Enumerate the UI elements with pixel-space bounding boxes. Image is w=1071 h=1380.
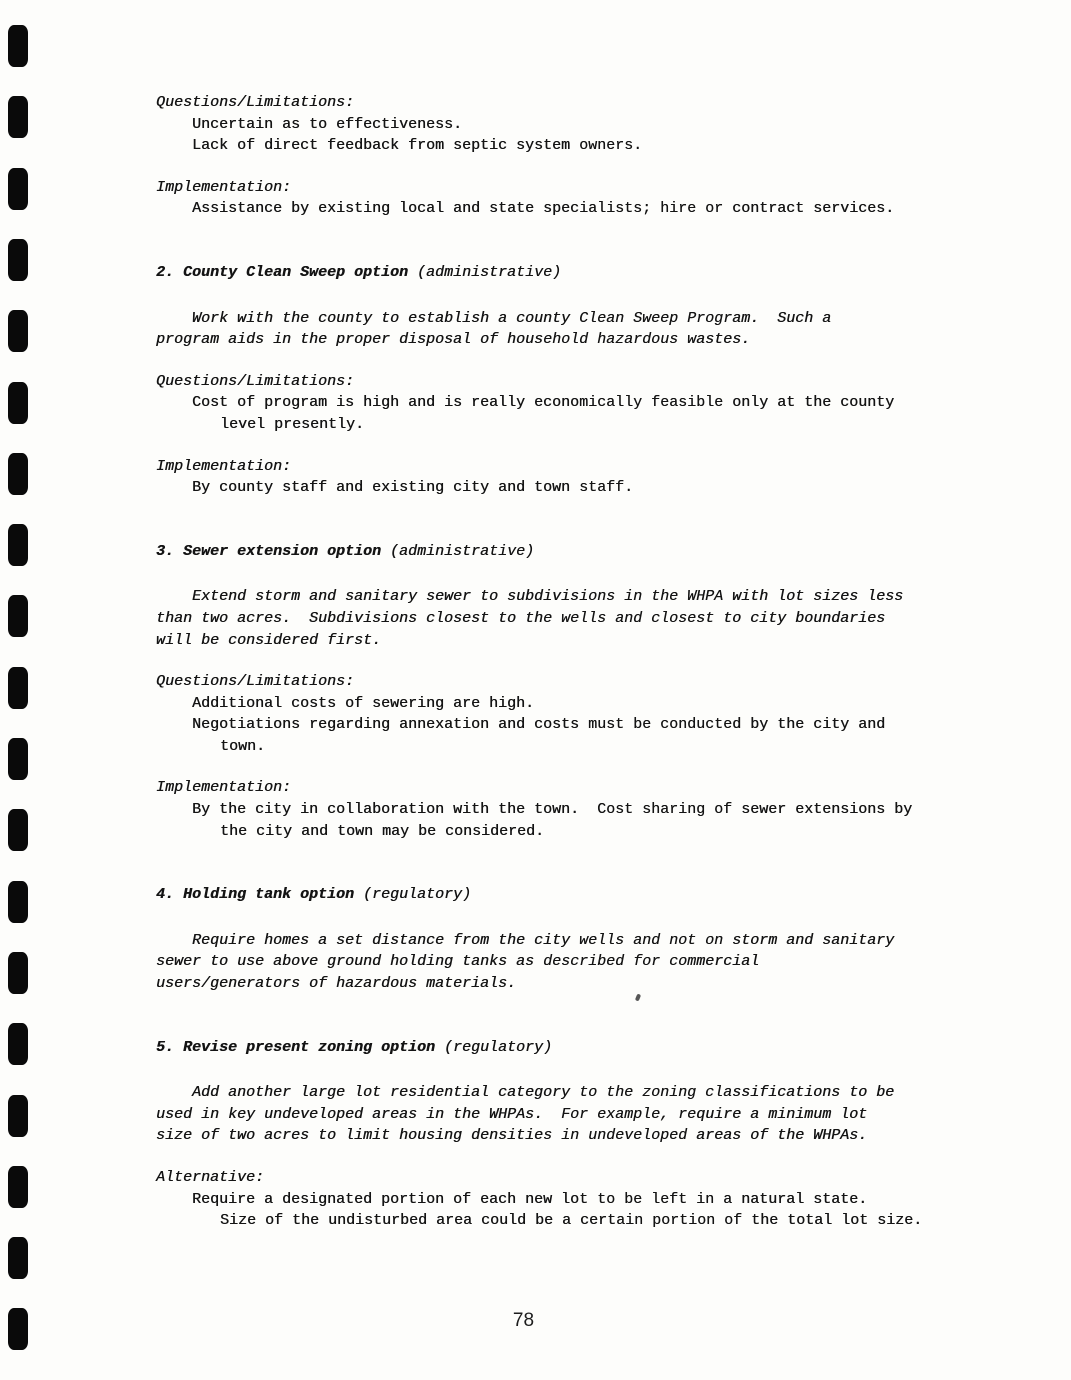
document-body	[156, 92, 956, 1232]
option-category: (regulatory)	[363, 886, 472, 904]
text-line: Require a designated portion of each new lot to be left in a natural state.	[192, 1190, 868, 1208]
text-line: Add another large lot residential category to the zoning classifications to be	[192, 1084, 895, 1102]
text-line: Extend storm and sanitary sewer to subdivisions in the WHPA with lot sizes less	[192, 588, 904, 606]
binding-hole	[8, 453, 28, 495]
text-line	[156, 1037, 956, 1059]
text-line: Questions/Limitations:	[156, 94, 355, 111]
text-line: Assistance by existing local and state specialists; hire or contract services.	[192, 200, 895, 218]
text-line	[156, 884, 956, 906]
option-title: 2. County Clean Sweep option	[156, 263, 418, 281]
text-line: Size of the undisturbed area could be a certain portion of the total lot size.	[220, 1212, 923, 1230]
option-heading	[156, 1037, 956, 1059]
binding-hole	[8, 310, 28, 352]
binding-hole	[8, 1166, 28, 1208]
binding-hole	[8, 524, 28, 566]
label-block	[156, 1167, 956, 1232]
text-line: Work with the county to establish a county Clean Sweep Program. Such a	[192, 309, 832, 327]
text-line: Negotiations regarding annexation and costs must be conducted by the city and	[192, 716, 886, 734]
text-line: Uncertain as to effectiveness.	[192, 115, 463, 133]
text-line: Implementation:	[156, 779, 292, 797]
option-title: 5. Revise present zoning option	[156, 1038, 445, 1056]
label-block	[156, 456, 956, 499]
label-block	[156, 671, 956, 757]
binding-hole	[8, 1095, 28, 1137]
binding-hole	[8, 239, 28, 281]
paragraph	[156, 308, 956, 351]
text-line: Cost of program is high and is really economically feasible only at the county	[192, 394, 895, 412]
text-line: will be considered first.	[156, 631, 382, 649]
text-line: the city and town may be considered.	[220, 822, 545, 840]
paragraph	[156, 930, 956, 995]
text-line: users/generators of hazardous materials.	[156, 975, 517, 993]
text-line: Implementation:	[156, 178, 292, 196]
option-category: (regulatory)	[444, 1038, 553, 1056]
option-title: 4. Holding tank option	[156, 886, 364, 904]
page-number: 78	[512, 1310, 535, 1331]
text-line: sewer to use above ground holding tanks as described for commercial	[156, 953, 760, 971]
text-line: Implementation:	[156, 457, 292, 475]
binding-hole	[8, 738, 28, 780]
label-block	[156, 177, 956, 220]
binding-hole	[8, 1237, 28, 1279]
binding-hole	[8, 881, 28, 923]
binding-hole	[8, 667, 28, 709]
label-block	[156, 92, 956, 157]
label-block	[156, 777, 956, 842]
text-line: By the city in collaboration with the town. Cost sharing of sewer extensions by	[192, 801, 913, 819]
text-line: used in key undeveloped areas in the WHPAs. For example, require a minimum lot	[156, 1105, 868, 1123]
option-heading	[156, 262, 956, 284]
text-line: By county staff and existing city and town staff.	[192, 479, 634, 497]
paragraph	[156, 1082, 956, 1147]
text-line: Lack of direct feedback from septic system owners.	[192, 137, 643, 155]
label-block	[156, 371, 956, 436]
text-line: program aids in the proper disposal of household hazardous wastes.	[156, 331, 751, 349]
text-line: Alternative:	[156, 1169, 265, 1186]
text-line: level presently.	[220, 415, 365, 433]
text-line: Questions/Limitations:	[156, 673, 355, 691]
text-line: than two acres. Subdivisions closest to the wells and closest to city boundaries	[156, 609, 886, 627]
binding-hole	[8, 952, 28, 994]
text-line: Additional costs of sewering are high.	[192, 694, 535, 712]
binding-hole	[8, 1023, 28, 1065]
binding-hole	[8, 382, 28, 424]
option-category: (administrative)	[417, 263, 562, 281]
text-line: Questions/Limitations:	[156, 372, 355, 390]
option-title: 3. Sewer extension option	[156, 542, 391, 560]
binding-hole	[8, 168, 28, 210]
text-line: town.	[220, 737, 266, 755]
option-category: (administrative)	[390, 542, 535, 560]
text-line: Require homes a set distance from the city wells and not on storm and sanitary	[192, 931, 895, 949]
text-line	[156, 541, 956, 563]
binding-hole	[8, 809, 28, 851]
binding-hole	[8, 96, 28, 138]
text-line	[156, 262, 956, 284]
binding-hole	[8, 595, 28, 637]
option-heading	[156, 884, 956, 906]
option-heading	[156, 541, 956, 563]
text-line: size of two acres to limit housing densities in undeveloped areas of the WHPAs.	[156, 1127, 868, 1145]
binding-hole	[8, 25, 28, 67]
paragraph	[156, 586, 956, 651]
